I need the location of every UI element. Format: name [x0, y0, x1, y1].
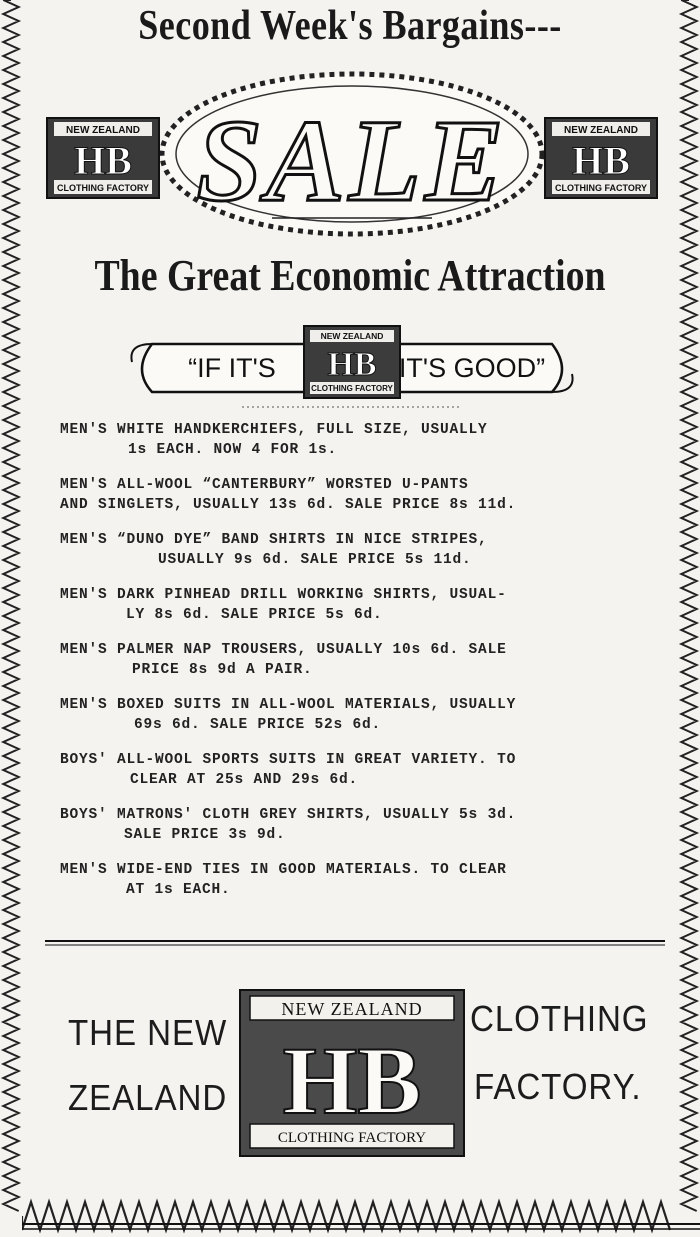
- footer-factory: FACTORY.: [474, 1066, 642, 1107]
- item-line2: USUALLY 9s 6d. SALE PRICE 5s 11d.: [158, 552, 472, 568]
- left-badge-top: NEW ZEALAND: [66, 125, 140, 136]
- sale-word: SALE: [196, 95, 508, 226]
- list-item: [60, 585, 652, 625]
- list-item: [60, 420, 652, 460]
- slogan-badge-bottom: CLOTHING FACTORY: [311, 384, 393, 393]
- item-line2: LY 8s 6d. SALE PRICE 5s 6d.: [126, 607, 383, 623]
- item-line2: AT 1s EACH.: [126, 882, 231, 898]
- hb-factory-logo: [238, 988, 466, 1158]
- slogan-ribbon: [122, 322, 582, 417]
- item-line1: MEN'S ALL-WOOL “CANTERBURY” WORSTED U-PANTS: [60, 477, 469, 493]
- item-line1: MEN'S PALMER NAP TROUSERS, USUALLY 10s 6d. SALE: [60, 642, 507, 658]
- bottom-rule: [22, 1222, 700, 1232]
- right-badge-top: NEW ZEALAND: [564, 125, 638, 136]
- slogan-right-text: IT'S GOOD”: [398, 353, 546, 383]
- right-badge-bottom: CLOTHING FACTORY: [555, 183, 647, 193]
- left-badge-bottom: CLOTHING FACTORY: [57, 183, 149, 193]
- attraction-heading: The Great Economic Attraction: [94, 251, 606, 300]
- list-item: [60, 530, 652, 570]
- zigzag-border-left: [0, 0, 22, 1215]
- slogan-badge-top: NEW ZEALAND: [320, 331, 384, 341]
- item-line1: MEN'S BOXED SUITS IN ALL-WOOL MATERIALS, USUALLY: [60, 697, 517, 713]
- item-line1: MEN'S DARK PINHEAD DRILL WORKING SHIRTS, USUAL-: [60, 587, 507, 603]
- logo-top-text: NEW ZEALAND: [281, 999, 423, 1019]
- item-line2: CLEAR AT 25s AND 29s 6d.: [130, 772, 359, 788]
- list-item: [60, 695, 652, 735]
- list-item: [60, 475, 652, 515]
- item-line1: MEN'S WIDE-END TIES IN GOOD MATERIALS. TO CLEAR: [60, 862, 507, 878]
- item-line2: 1s EACH. NOW 4 FOR 1s.: [128, 442, 338, 458]
- logo-mono: HB: [282, 1027, 422, 1134]
- item-line1: MEN'S “DUNO DYE” BAND SHIRTS IN NICE STRIPES,: [60, 532, 488, 548]
- headline: Second Week's Bargains---: [138, 3, 562, 49]
- hb-badge-left: [47, 118, 159, 198]
- slogan-left-text: “IF IT'S: [188, 353, 276, 383]
- item-line1: BOYS' MATRONS' CLOTH GREY SHIRTS, USUALLY 5s 3d.: [60, 807, 517, 823]
- item-line2: 69s 6d. SALE PRICE 52s 6d.: [134, 717, 382, 733]
- left-badge-mono: HB: [74, 138, 132, 183]
- list-item: [60, 750, 652, 790]
- right-badge-mono: HB: [572, 138, 630, 183]
- hb-badge-right: [545, 118, 657, 198]
- zigzag-border-right: [678, 0, 700, 1215]
- list-item: [60, 805, 652, 845]
- item-line2: AND SINGLETS, USUALLY 13s 6d. SALE PRICE 8s 11d.: [60, 497, 517, 513]
- list-item: [60, 640, 652, 680]
- list-item: [60, 860, 652, 900]
- divider-rule: [45, 940, 665, 946]
- footer-clothing: CLOTHING: [470, 998, 649, 1039]
- logo-bottom-text: CLOTHING FACTORY: [277, 1130, 427, 1146]
- footer-the-new: THE NEW: [68, 1012, 228, 1053]
- footer-zealand: ZEALAND: [68, 1077, 228, 1118]
- slogan-mono: HB: [327, 346, 377, 383]
- sale-banner: [42, 68, 662, 246]
- item-line1: MEN'S WHITE HANDKERCHIEFS, FULL SIZE, USUALLY: [60, 422, 488, 438]
- item-line2: PRICE 8s 9d A PAIR.: [132, 662, 313, 678]
- item-line2: SALE PRICE 3s 9d.: [124, 827, 286, 843]
- item-line1: BOYS' ALL-WOOL SPORTS SUITS IN GREAT VARIETY. TO: [60, 752, 517, 768]
- bargain-list: [60, 420, 652, 915]
